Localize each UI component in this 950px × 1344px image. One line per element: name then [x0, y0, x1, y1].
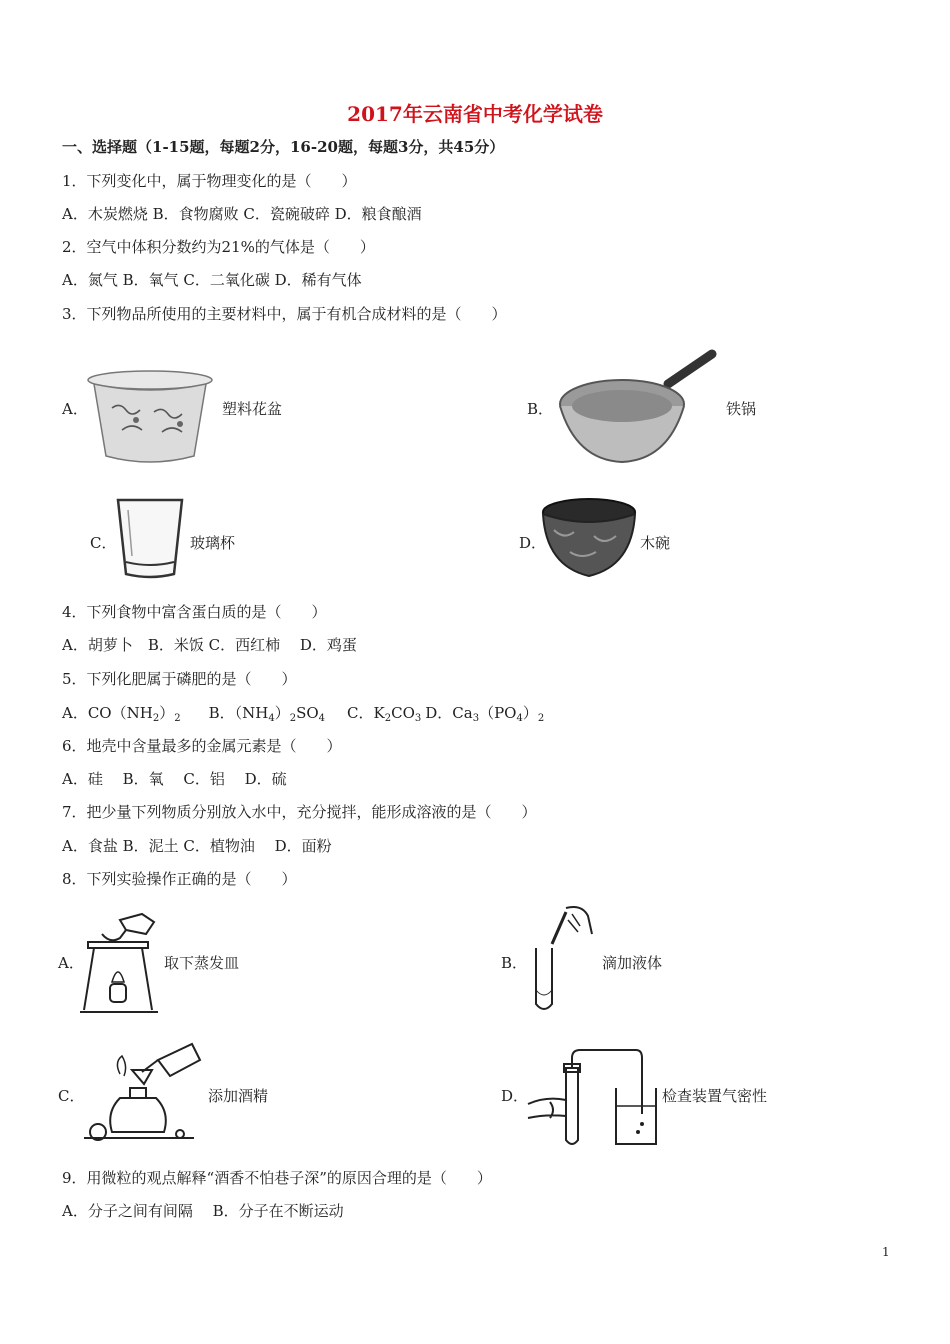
q1-stem: 1．下列变化中，属于物理变化的是（ ） — [62, 172, 357, 190]
dropper-test-tube-image — [522, 904, 598, 1018]
q8-option-a-text: 取下蒸发皿 — [164, 954, 240, 972]
q3-option-d-text: 木碗 — [640, 534, 671, 552]
q2-options: A．氮气 B．氧气 C．二氧化碳 D．稀有气体 — [62, 271, 362, 289]
q5-options: A．$CO(NH_2)_2$ B．$(NH_4)_2SO_4$ C．$K_2CO_3$ D．$Ca_3(PO_4)_2$ — [62, 704, 545, 724]
page-title: 2017年云南省中考化学试卷 — [347, 102, 603, 126]
q9-stem: 9．用微粒的观点解释“酒香不怕巷子深”的原因合理的是（ ） — [62, 1169, 492, 1187]
q6-stem: 6．地壳中含量最多的金属元素是（ ） — [62, 737, 342, 755]
q1-options: A．木炭燃烧 B．食物腐败 C．瓷碗破碎 D．粮食酿酒 — [62, 205, 422, 223]
q8-option-c-text: 添加酒精 — [208, 1087, 269, 1105]
q3-option-c-text: 玻璃杯 — [190, 534, 236, 552]
plastic-flower-pot-image — [84, 368, 216, 468]
q6-options: A．硅 B．氧 C．铝 D．硫 — [62, 770, 287, 788]
q8-option-c-letter: C． — [58, 1087, 85, 1105]
q5-stem: 5．下列化肥属于磷肥的是（ ） — [62, 670, 297, 688]
iron-wok-image — [556, 348, 720, 468]
q8-option-d-letter: D． — [501, 1087, 529, 1105]
q3-option-a-letter: A． — [62, 400, 88, 418]
q2-stem: 2．空气中体积分数约为21%的气体是（ ） — [62, 238, 375, 256]
evaporating-dish-tripod-image — [80, 912, 160, 1016]
q3-option-b-text: 铁锅 — [726, 400, 757, 418]
airtightness-check-image — [526, 1044, 658, 1150]
alcohol-lamp-refill-image — [84, 1040, 204, 1146]
q7-stem: 7．把少量下列物质分别放入水中，充分搅拌，能形成溶液的是（ ） — [62, 803, 537, 821]
q8-option-a-letter: A． — [58, 954, 84, 972]
q3-option-c-letter: C． — [90, 534, 117, 552]
glass-cup-image — [114, 496, 186, 582]
q9-options: A．分子之间有间隔 B．分子在不断运动 — [62, 1202, 344, 1220]
q3-option-d-letter: D． — [519, 534, 547, 552]
q4-stem: 4．下列食物中富含蛋白质的是（ ） — [62, 603, 327, 621]
q8-option-b-text: 滴加液体 — [602, 954, 663, 972]
q4-options: A．胡萝卜 B．米饭 C．西红柿 D．鸡蛋 — [62, 636, 357, 654]
q7-options: A．食盐 B．泥土 C．植物油 D．面粉 — [62, 837, 332, 855]
q8-option-d-text: 检查装置气密性 — [662, 1087, 768, 1105]
q8-stem: 8．下列实验操作正确的是（ ） — [62, 870, 297, 888]
q3-stem: 3．下列物品所使用的主要材料中，属于有机合成材料的是（ ） — [62, 305, 507, 323]
wooden-bowl-image — [540, 496, 638, 582]
section-heading: 一、选择题（1-15题，每题2分，16-20题，每题3分，共45分） — [62, 138, 505, 156]
q3-option-a-text: 塑料花盆 — [222, 400, 283, 418]
q8-option-b-letter: B． — [501, 954, 528, 972]
q3-option-b-letter: B． — [527, 400, 554, 418]
page-number: 1 — [882, 1245, 890, 1259]
